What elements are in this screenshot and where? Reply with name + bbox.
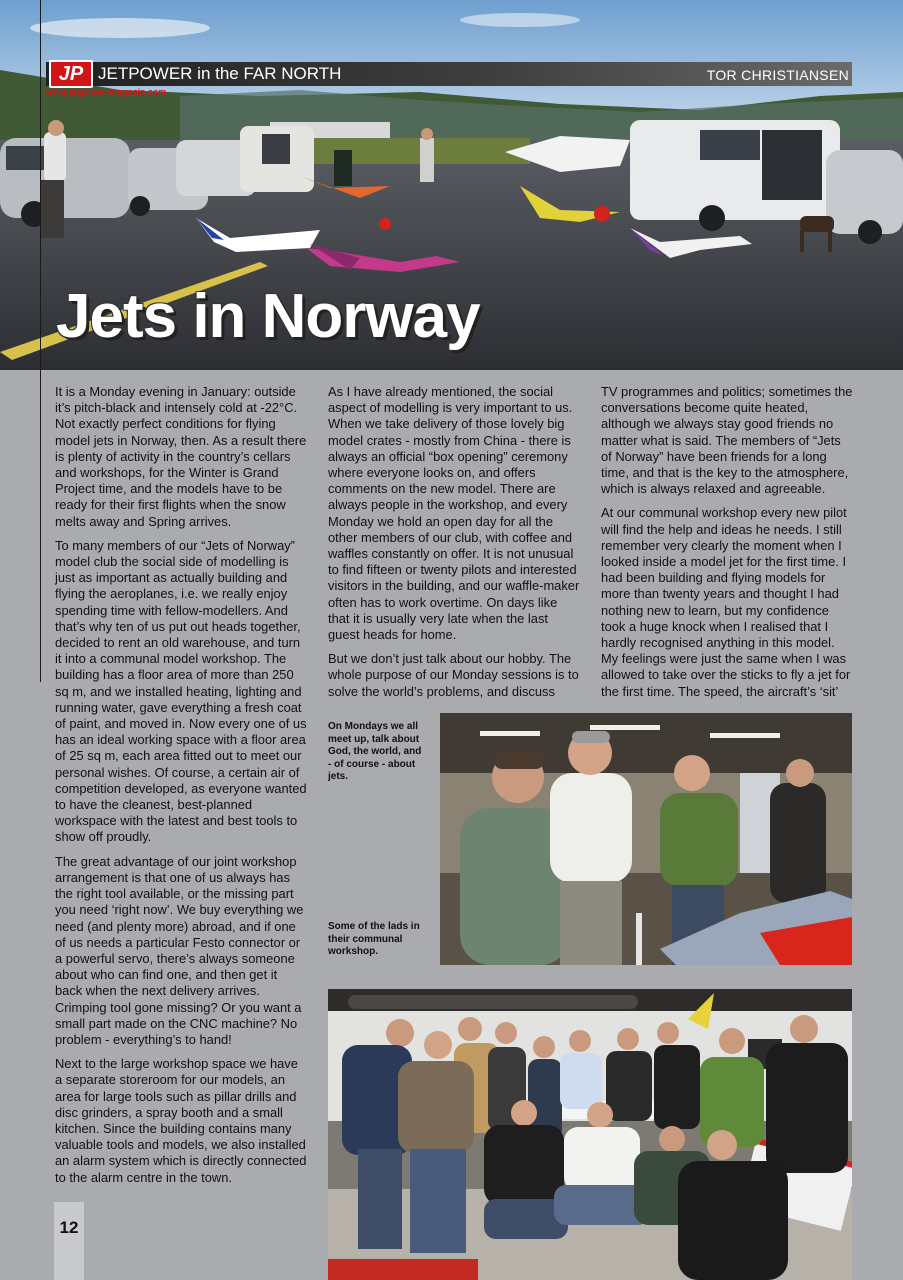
jp-logo: JP	[49, 60, 93, 88]
article-column-1	[55, 384, 307, 1194]
photo-caption-2: Some of the lads in their communal workshop.	[328, 921, 420, 957]
group-photo	[328, 989, 852, 1280]
paragraph: At our communal workshop every new pilot will find the help and ideas he needs. I still remember very clearly the moment when I looked inside a model jet for the first time. I had been building and flying models for more than twenty years and thought I had nothing new to learn, but my confidence took a huge knock when I realised that I hardly recognised anything in this model. My feelings were just the same when I was allowed to take over the sticks to fly a jet for the first time. The speed, the aircraft’s ‘sit’	[601, 505, 851, 699]
workshop-photo	[440, 713, 852, 965]
author-name: TOR CHRISTIANSEN	[706, 67, 849, 83]
paragraph: It is a Monday evening in January: outside it’s pitch-black and intensely cold at -22°C. Not exactly perfect conditions for flying model jets in Norway, then. As a result there is plenty of activity in the country’s cellars and workshops, for the Winter is Grand Project time, and the models have to be ready for their first flights when the snow melts away and Spring arrives.	[55, 384, 307, 529]
magazine-url: www.jetpower-magazin.com	[46, 87, 167, 97]
article-headline: Jets in Norway	[56, 282, 480, 351]
margin-rule	[40, 0, 41, 682]
paragraph: Next to the large workshop space we have a separate storeroom for our models, an area for large tools such as pillar drills and disc grinders, a spray booth and a small kitchen. Since the building contains many valuable tools and models, we also installed an alarm system which is directly connected to the alarm centre in the town.	[55, 1056, 307, 1185]
paragraph: TV programmes and politics; sometimes the conversations become quite heated, although we always stay good friends no matter what is said. The members of “Jets of Norway” have been friends for a long time, and that is the key to the atmosphere, which is always relaxed and agreeable.	[601, 384, 853, 497]
paragraph: The great advantage of our joint workshop arrangement is that one of us always has the right tool available, or the missing part you need ‘right now’. We buy everything we need (and plenty more) abroad, and if one of us needs a particular Festo connector or a powerful servo, there’s always someone about who can find one, and then get it back when the next delivery arrives. Crimping tool gone missing? Or you want a small part made on the CNC machine? No problem - everything’s to hand!	[55, 853, 304, 1047]
page-number: 12	[59, 1218, 79, 1237]
article-column-2	[328, 384, 580, 708]
paragraph: But we don’t just talk about our hobby. The whole purpose of our Monday sessions is to solve the world’s problems, and discuss	[328, 651, 579, 699]
paragraph: To many members of our “Jets of Norway” model club the social side of modelling is just as important as actually building and flying the aeroplanes, i.e. we really enjoy spending time with fellow-modellers. And that’s why ten of us put out heads together, decided to rent an old warehouse, and turn it into a communal model workshop. The building has a floor area of more than 250 sq m, and we installed heating, lighting and running water, gave everything a fresh coat of paint, and moved in. Now every one of us has an ideal working space with a floor area of 25 sq m, each area fitted out to meet our personal wishes. Of course, a certain air of competition developed, as everyone wanted to have the cleanest, best-planned workspace with the latest and best tools to show off proudly.	[55, 537, 307, 845]
article-column-3	[601, 384, 853, 708]
page-number-tab	[54, 1202, 84, 1280]
paragraph: As I have already mentioned, the social aspect of modelling is very important to us. When we take delivery of those lovely big model crates - mostly from China - there is always an official “box opening” ceremony where everyone looks on, and offers comments on the new model. There are always people in the workshop, and every Monday we hold an open day for all the other members of our club, with coffee and waffles constantly on offer. It is not unusual to find fifteen or twenty pilots and interested visitors in the building, and our waffle-maker often has to work overtime. On days like that it is usually very late when the last guest heads for home.	[328, 384, 580, 643]
photo-caption-1: On Mondays we all meet up, talk about God, the world, and - of course - about jets.	[328, 721, 422, 782]
section-title: JETPOWER in the FAR NORTH	[98, 64, 342, 83]
